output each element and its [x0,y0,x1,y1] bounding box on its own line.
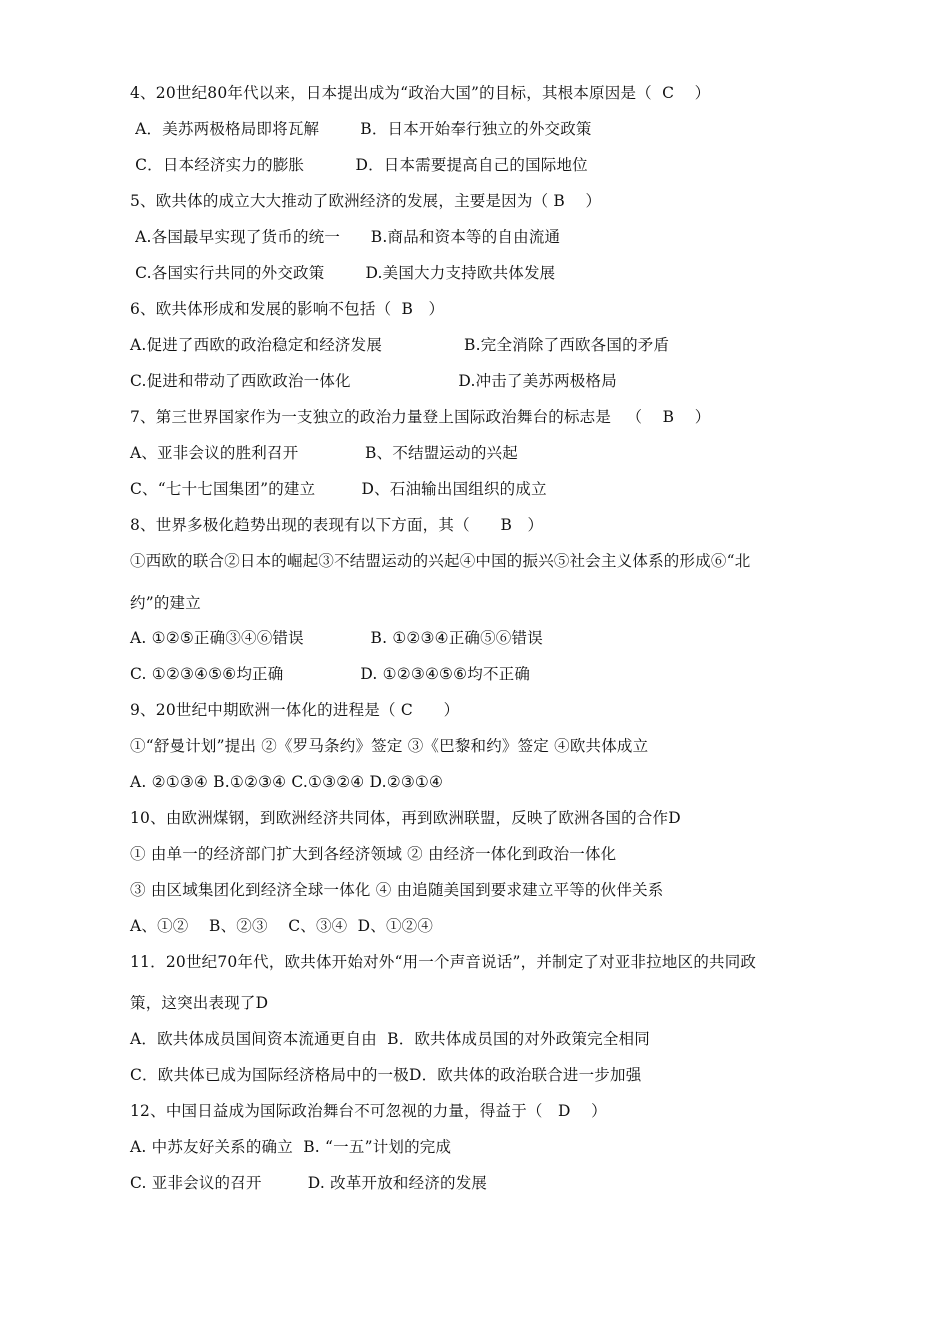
question-9-stem: 9、20世纪中期欧洲一体化的进程是（ C ） [130,701,460,719]
question-5-options-cd: C.各国实行共同的外交政策 D.美国大力支持欧共体发展 [130,264,556,282]
question-5-options-ab: A.各国最早实现了货币的统一 B.商品和资本等的自由流通 [130,228,561,246]
question-11-stem: 11．20世纪70年代，欧共体开始对外“用一个声音说话”，并制定了对亚非拉地区的共同政 [130,953,757,971]
question-8-options-ab: A. ①②⑤正确③④⑥错误 B. ①②③④正确⑤⑥错误 [130,629,543,647]
question-6-options-cd: C.促进和带动了西欧政治一体化 D.冲击了美苏两极格局 [130,372,617,390]
question-10-stem: 10、由欧洲煤钢，到欧洲经济共同体，再到欧洲联盟，反映了欧洲各国的合作D [130,809,681,827]
question-12-options-cd: C. 亚非会议的召开 D. 改革开放和经济的发展 [130,1174,488,1192]
question-11-stem-cont: 策，这突出表现了D [130,994,269,1012]
question-4-options-ab: A．美苏两极格局即将瓦解 B．日本开始奉行独立的外交政策 [130,120,592,138]
question-9-items: ①“舒曼计划”提出 ②《罗马条约》签定 ③《巴黎和约》签定 ④欧共体成立 [130,737,649,755]
question-11-options-cd: C．欧共体已成为国际经济格局中的一极D．欧共体的政治联合进一步加强 [130,1066,642,1084]
question-7-options-ab: A、亚非会议的胜利召开 B、不结盟运动的兴起 [130,444,518,462]
question-12-options-ab: A. 中苏友好关系的确立 B. “一五”计划的完成 [130,1138,452,1156]
question-8-stem: 8、世界多极化趋势出现的表现有以下方面，其（ B ） [130,516,544,534]
question-6-options-ab: A.促进了西欧的政治稳定和经济发展 B.完全消除了西欧各国的矛盾 [130,336,670,354]
question-8-items: ①西欧的联合②日本的崛起③不结盟运动的兴起④中国的振兴⑤社会主义体系的形成⑥“北 [130,552,751,570]
question-5-stem: 5、欧共体的成立大大推动了欧洲经济的发展，主要是因为（ B ） [130,192,602,210]
question-4-options-cd: C．日本经济实力的膨胀 D．日本需要提高自己的国际地位 [130,156,588,174]
question-9-options: A. ②①③④ B.①②③④ C.①③②④ D.②③①④ [130,773,444,791]
question-7-stem: 7、第三世界国家作为一支独立的政治力量登上国际政治舞台的标志是 （ B ） [130,408,711,426]
question-11-options-ab: A．欧共体成员国间资本流通更自由 B．欧共体成员国的对外政策完全相同 [130,1030,650,1048]
question-8-items-cont: 约”的建立 [130,594,201,612]
question-10-items-12: ① 由单一的经济部门扩大到各经济领域 ② 由经济一体化到政治一体化 [130,845,617,863]
question-6-stem: 6、欧共体形成和发展的影响不包括（ B ） [130,300,445,318]
question-8-options-cd: C. ①②③④⑤⑥均正确 D. ①②③④⑤⑥均不正确 [130,665,531,683]
question-4-stem: 4、20世纪80年代以来，日本提出成为“政治大国”的目标，其根本原因是（ C ） [130,84,711,102]
question-12-stem: 12、中国日益成为国际政治舞台不可忽视的力量，得益于（ D ） [130,1102,607,1120]
question-10-options: A、①② B、②③ C、③④ D、①②④ [130,917,434,935]
question-7-options-cd: C、“七十七国集团”的建立 D、石油输出国组织的成立 [130,480,547,498]
question-10-items-34: ③ 由区域集团化到经济全球一体化 ④ 由追随美国到要求建立平等的伙伴关系 [130,881,664,899]
